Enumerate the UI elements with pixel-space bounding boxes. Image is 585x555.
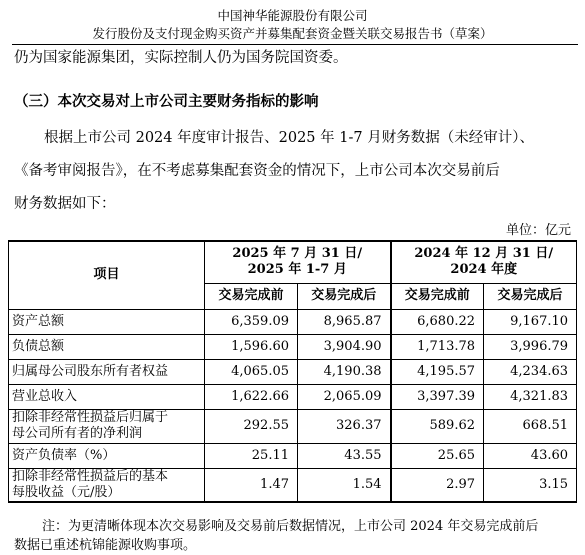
- note-line: 注：为更清晰体现本次交易影响及交易前后数据情况，上市公司 2024 年交易完成前后: [42, 519, 539, 534]
- cell-value: 4,190.38: [298, 359, 391, 384]
- period-header-2024: [391, 241, 577, 283]
- cell-value: 9,167.10: [484, 309, 577, 334]
- row-label-line: 扣除非经常性损益后的基本: [12, 468, 169, 484]
- cell-value: 2,065.09: [298, 384, 391, 409]
- row-label: 归属母公司股东所有者权益: [9, 359, 205, 384]
- table-note: [14, 517, 576, 555]
- header-divider: [12, 44, 578, 45]
- row-label: 资产总额: [9, 309, 205, 334]
- period-header-line: 2025 年 1-7 月: [247, 262, 347, 278]
- table-row: [9, 309, 577, 334]
- period-header-line: 2025 年 7 月 31 日/: [232, 246, 363, 262]
- cell-value: 1,713.78: [391, 334, 484, 359]
- cell-value: 2.97: [391, 468, 484, 502]
- cell-value: 3,904.90: [298, 334, 391, 359]
- cell-value: 1.54: [298, 468, 391, 502]
- table-row: [9, 384, 577, 409]
- cell-value: 25.65: [391, 443, 484, 468]
- paragraph-line: 根据上市公司 2024 年度审计报告、2025 年 1-7 月财务数据（未经审计）、: [44, 130, 534, 146]
- cell-value: 6,359.09: [205, 309, 298, 334]
- paragraph-line: 《备考审阅报告》，在不考虑募集配套资金的情况下，上市公司本次交易前后: [14, 163, 500, 179]
- cell-value: 3,397.39: [391, 384, 484, 409]
- cell-value: 1.47: [205, 468, 298, 502]
- cell-value: 43.55: [298, 443, 391, 468]
- table-row: [9, 468, 577, 502]
- after-header: 交易完成后: [298, 283, 391, 309]
- item-header: 项目: [9, 241, 205, 309]
- financial-table: [8, 240, 577, 503]
- cell-value: 1,596.60: [205, 334, 298, 359]
- cell-value: 43.60: [484, 443, 577, 468]
- header-company: 中国神华能源股份有限公司: [217, 8, 368, 23]
- period-header-line: 2024 年 12 月 31 日/: [414, 246, 554, 262]
- cell-value: 4,321.83: [484, 384, 577, 409]
- row-label-line: 扣除非经常性损益后归属于: [12, 410, 169, 425]
- section-title: （三）本次交易对上市公司主要财务指标的影响: [14, 93, 319, 110]
- cell-value: 6,680.22: [391, 309, 484, 334]
- unit-label: 单位：亿元: [505, 223, 571, 238]
- table-row: [9, 359, 577, 384]
- period-header-line: 2024 年度: [450, 262, 518, 278]
- table-row: [9, 334, 577, 359]
- cell-value: 4,195.57: [391, 359, 484, 384]
- row-label-line: 每股收益（元/股）: [12, 484, 121, 500]
- cell-value: 3,996.79: [484, 334, 577, 359]
- row-label: [9, 468, 205, 502]
- cell-value: 326.37: [298, 409, 391, 443]
- cell-value: 668.51: [484, 409, 577, 443]
- row-label-line: 母公司所有者的净利润: [12, 426, 143, 441]
- row-label: [9, 409, 205, 443]
- period-header-2025: [205, 241, 391, 283]
- paragraph-line: 财务数据如下：: [14, 196, 116, 212]
- cell-value: 589.62: [391, 409, 484, 443]
- body-line: 仍为国家能源集团，实际控制人仍为国务院国资委。: [14, 50, 348, 66]
- row-label: 资产负债率（%）: [9, 443, 205, 468]
- cell-value: 4,234.63: [484, 359, 577, 384]
- before-header: 交易完成前: [391, 283, 484, 309]
- table-row: [9, 409, 577, 443]
- cell-value: 3.15: [484, 468, 577, 502]
- header-doc-title: 发行股份及支付现金购买资产并募集配套资金暨关联交易报告书（草案）: [92, 26, 493, 41]
- table-header-row: [9, 241, 577, 283]
- after-header: 交易完成后: [484, 283, 577, 309]
- table-row: [9, 443, 577, 468]
- cell-value: 8,965.87: [298, 309, 391, 334]
- cell-value: 25.11: [205, 443, 298, 468]
- cell-value: 1,622.66: [205, 384, 298, 409]
- before-header: 交易完成前: [205, 283, 298, 309]
- note-line: 数据已重述杭锦能源收购事项。: [14, 538, 197, 553]
- row-label: 负债总额: [9, 334, 205, 359]
- row-label: 营业总收入: [9, 384, 205, 409]
- cell-value: 292.55: [205, 409, 298, 443]
- cell-value: 4,065.05: [205, 359, 298, 384]
